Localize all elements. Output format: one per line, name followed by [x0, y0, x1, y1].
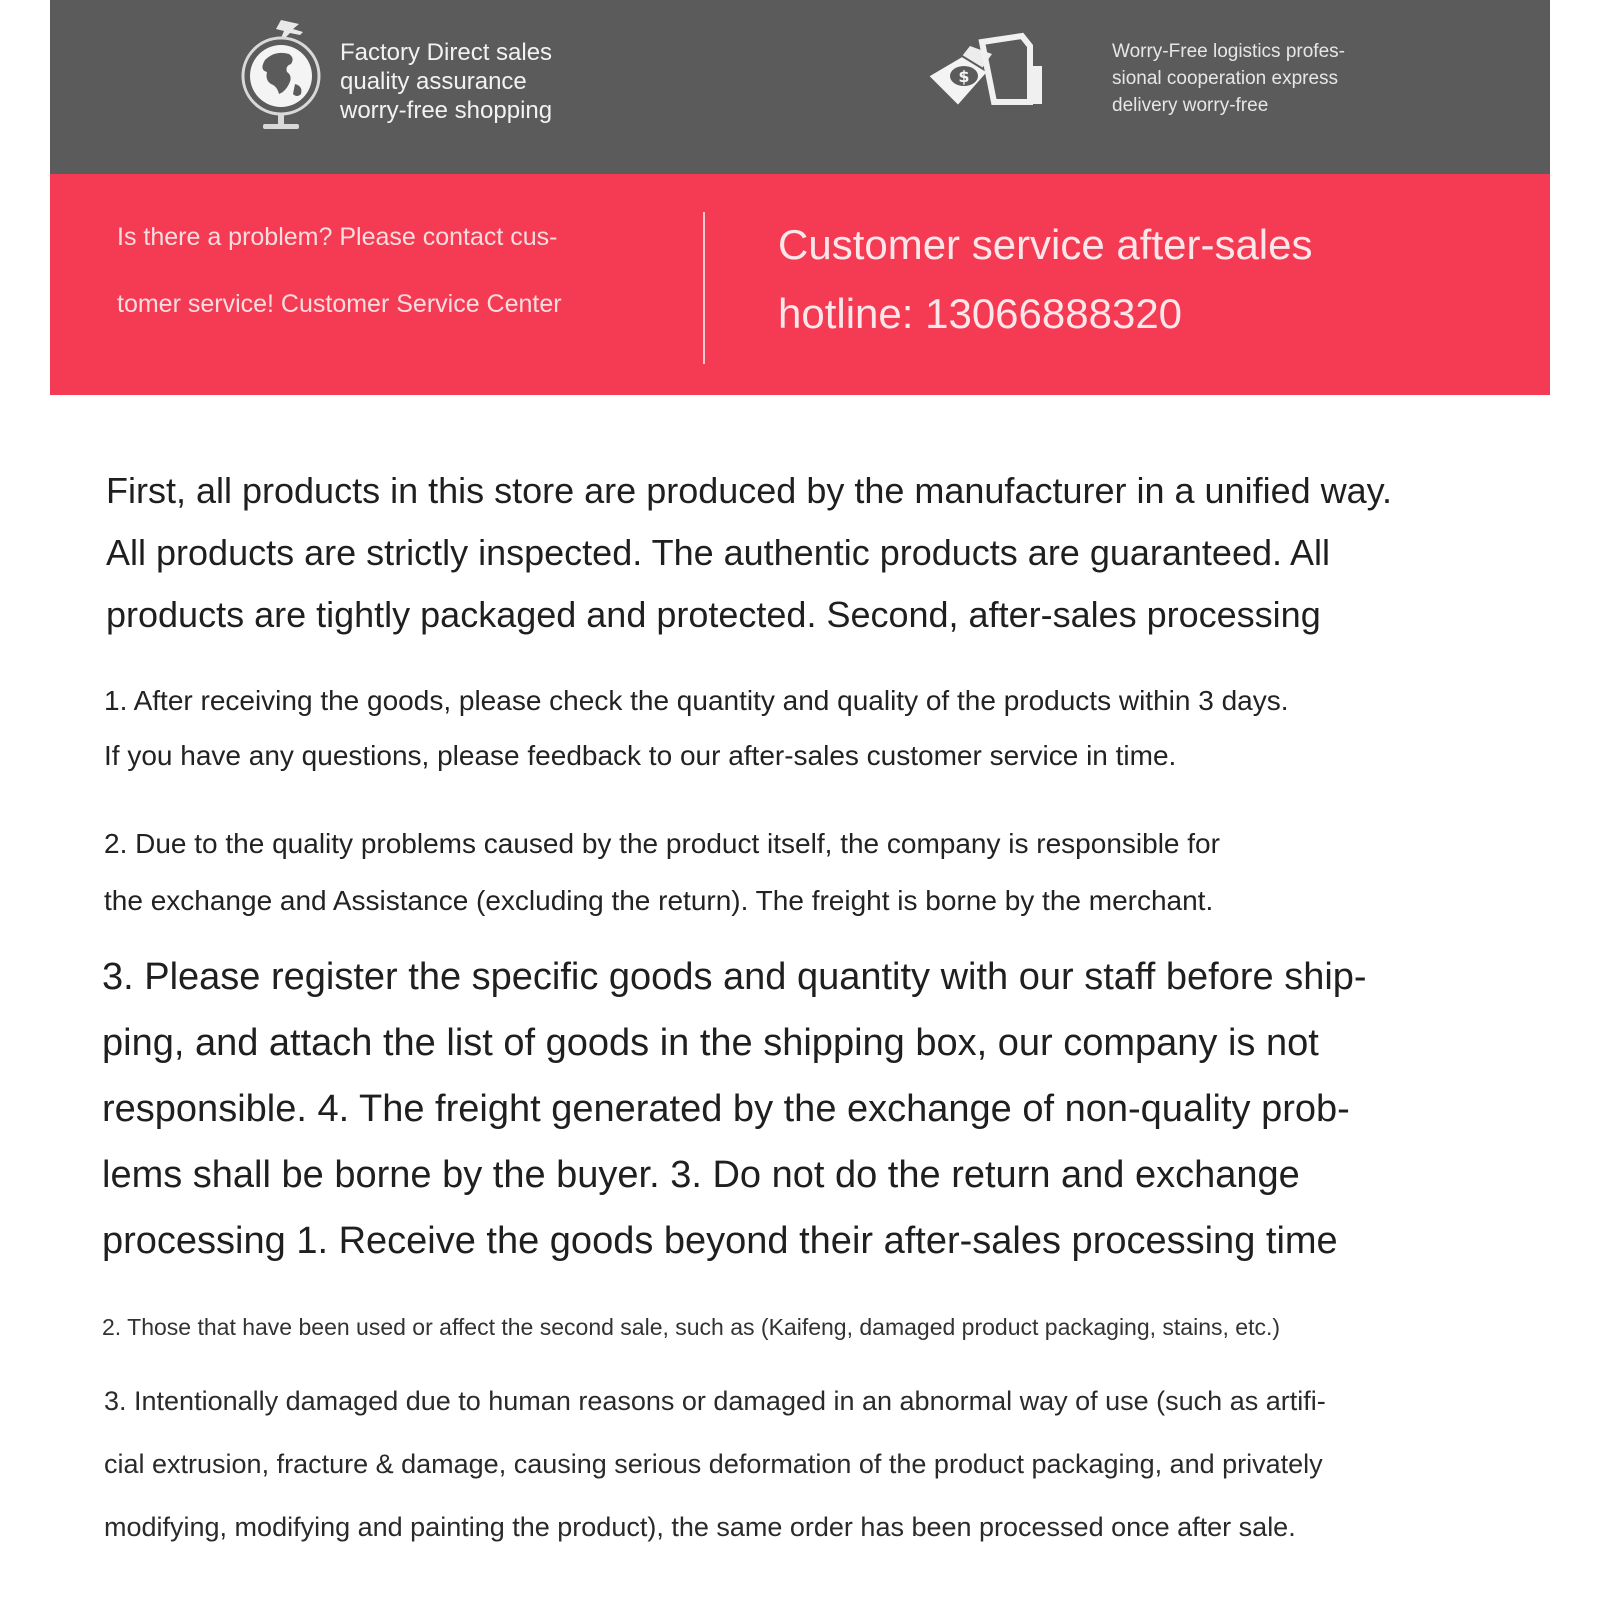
hotline-info [778, 210, 1498, 348]
policy-line: 2. Due to the quality problems caused by the product itself, the company is responsible for [104, 828, 1220, 859]
hotline-number: hotline: 13066888320 [778, 290, 1183, 337]
feature-line: delivery worry-free [1112, 95, 1269, 116]
policy-line: processing 1. Receive the goods beyond their after-sales processing time [102, 1220, 1338, 1262]
policy-line: lems shall be borne by the buyer. 3. Do not do the return and exchange [102, 1154, 1300, 1196]
policy-line: ping, and attach the list of goods in the shipping box, our company is not [102, 1022, 1319, 1064]
policy-line: cial extrusion, fracture & damage, causing serious deformation of the product packaging, and privately [104, 1449, 1323, 1479]
globe-airplane-icon [235, 14, 331, 134]
money-box-icon [920, 14, 1050, 134]
feature-line: Worry-Free logistics profes- [1112, 41, 1345, 62]
feature-line: Factory Direct sales [340, 39, 553, 66]
svg-text:$: $ [958, 67, 970, 86]
policy-line: 1. After receiving the goods, please check the quantity and quality of the products within 3 days. [104, 685, 1289, 716]
policy-item-1 [104, 673, 1289, 783]
feature-logistics-text [1112, 38, 1412, 119]
contact-divider [703, 212, 705, 364]
policy-line: products are tightly packaged and protected. Second, after-sales processing [106, 594, 1321, 635]
contact-prompt-line: Is there a problem? Please contact cus- [117, 223, 558, 251]
policy-line: the exchange and Assistance (excluding the return). The freight is borne by the merchant. [104, 885, 1214, 916]
policy-line: responsible. 4. The freight generated by the exchange of non-quality prob- [102, 1088, 1350, 1130]
policy-line: 2. Those that have been used or affect the second sale, such as (Kaifeng, damaged product packaging, stains, etc.) [102, 1314, 1281, 1340]
hotline-line: Customer service after-sales [778, 221, 1313, 268]
feature-banner [50, 0, 1550, 174]
contact-prompt [117, 204, 637, 338]
policy-item-3 [102, 944, 1367, 1274]
policy-line: modifying, modifying and painting the product), the same order has been processed once after sale. [104, 1512, 1296, 1542]
feature-line: quality assurance [340, 68, 527, 95]
policy-line: 3. Please register the specific goods and quantity with our staff before ship- [102, 956, 1367, 998]
policy-item-5 [104, 1370, 1326, 1559]
policy-line: All products are strictly inspected. The authentic products are guaranteed. All [106, 532, 1331, 573]
feature-line: sional cooperation express [1112, 68, 1339, 89]
policy-item-4 [102, 1312, 1280, 1342]
policy-line: If you have any questions, please feedback to our after-sales customer service in time. [104, 740, 1177, 771]
feature-factory-direct-text [340, 38, 640, 125]
policy-intro [106, 460, 1392, 646]
page-frame [50, 0, 1550, 1600]
feature-line: worry-free shopping [340, 97, 553, 124]
contact-prompt-line: tomer service! Customer Service Center [117, 290, 562, 318]
policy-line: 3. Intentionally damaged due to human reasons or damaged in an abnormal way of use (such as artifi- [104, 1386, 1326, 1416]
contact-banner [50, 174, 1550, 395]
policy-line: First, all products in this store are produced by the manufacturer in a unified way. [106, 470, 1392, 511]
policy-item-2 [104, 815, 1220, 929]
